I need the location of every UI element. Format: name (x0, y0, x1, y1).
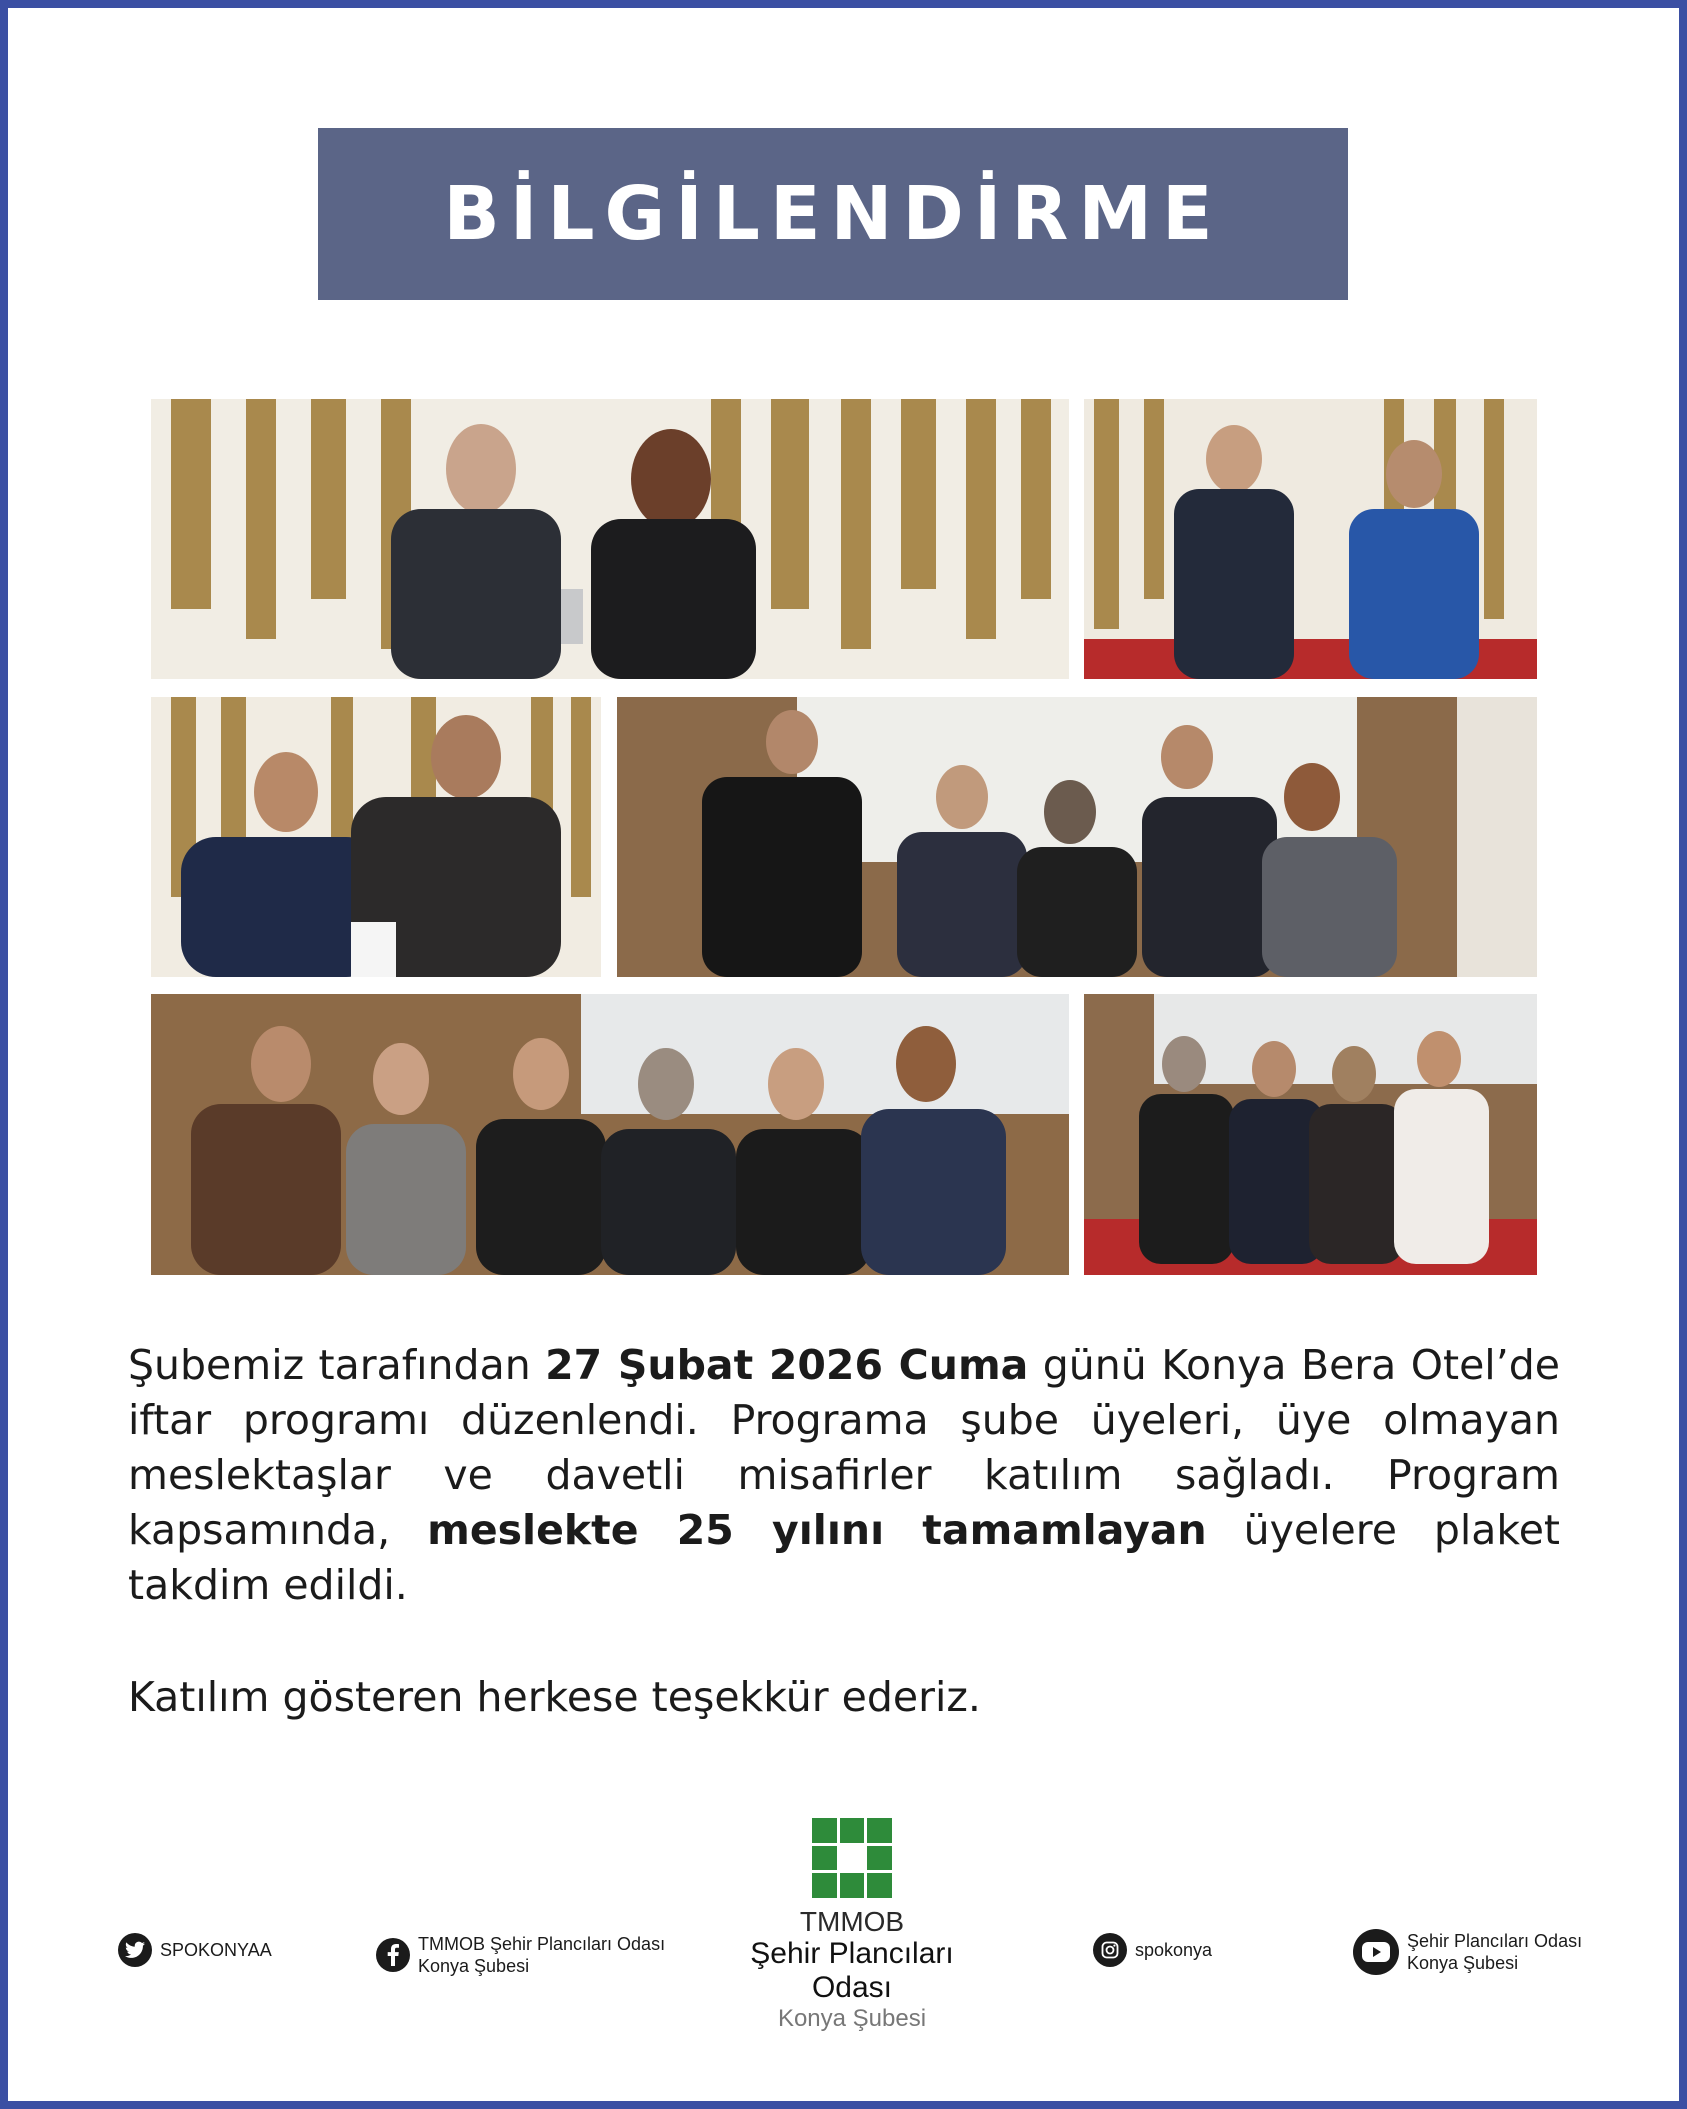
logo-mark-icon (812, 1818, 892, 1898)
logo-text-org: Şehir Plancıları Odası (750, 1937, 954, 2004)
event-date: 27 Şubat 2026 Cuma (545, 1341, 1029, 1389)
facebook-icon (376, 1938, 410, 1972)
title-banner (318, 128, 1348, 300)
instagram-handle: spokonya (1135, 1940, 1213, 1960)
facebook-page-line1: TMMOB Şehir Plancıları Odası (418, 1934, 666, 1954)
photo-group-women (151, 994, 1069, 1275)
facebook-link[interactable] (376, 1933, 665, 1977)
twitter-link[interactable] (118, 1933, 272, 1967)
youtube-icon (1353, 1929, 1399, 1975)
instagram-icon (1093, 1933, 1127, 1967)
instagram-link[interactable] (1093, 1933, 1212, 1967)
organization-logo (712, 1818, 992, 2032)
youtube-link[interactable] (1353, 1929, 1582, 1975)
body-text-2: günü Konya Bera Otel’de iftar programı düzenlendi. Programa şube üyeleri, üye olmayan meslektaşlar ve davetli misafirler katılım sağladı. Program kapsamında, (128, 1341, 1560, 1554)
page-title: BİLGİLENDİRME (443, 171, 1223, 257)
youtube-channel-line1: Şehir Plancıları Odası (1407, 1931, 1583, 1951)
youtube-channel-line2: Konya Şubesi (1407, 1953, 1519, 1973)
photo-award-2 (1084, 399, 1537, 679)
thanks-text: Katılım gösteren herkese teşekkür ederiz. (128, 1673, 981, 1721)
photo-award-3 (151, 697, 601, 977)
photo-award-1 (151, 399, 1069, 679)
photo-group-welcome (617, 697, 1537, 977)
body-text-3: üyelere plaket takdim edildi. (128, 1506, 1560, 1609)
body-text-1: Şubemiz tarafından (128, 1341, 546, 1389)
logo-text-branch: Konya Şubesi (777, 2005, 927, 2032)
twitter-icon (118, 1933, 152, 1967)
honoree-phrase: meslekte 25 yılını tamamlayan (427, 1506, 1207, 1554)
facebook-page-line2: Konya Şubesi (418, 1956, 530, 1976)
announcement-paragraph (128, 1338, 1560, 1613)
photo-award-4 (1084, 994, 1537, 1275)
twitter-handle: SPOKONYAA (160, 1940, 272, 1960)
logo-text-tmmob: TMMOB (799, 1906, 905, 1937)
